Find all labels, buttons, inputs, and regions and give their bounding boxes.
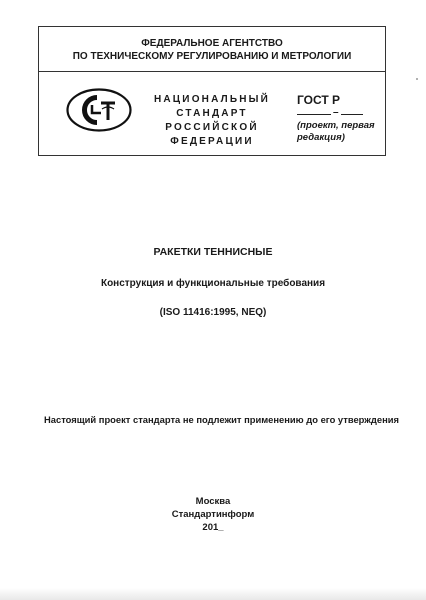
agency-name-line1: ФЕДЕРАЛЬНОЕ АГЕНТСТВО [141,38,283,49]
agency-name-line2: ПО ТЕХНИЧЕСКОМУ РЕГУЛИРОВАНИЮ И МЕТРОЛОГИИ [72,51,352,62]
imprint [0,495,426,534]
title-frame [38,26,386,156]
document-title: РАКЕТКИ ТЕННИСНЫЕ [153,246,273,258]
document-reference: (ISO 11416:1995, NEQ) [159,307,267,318]
draft-note [297,120,382,144]
number-blank-line-1 [297,114,331,115]
nat-std-line3: РОССИЙСКОЙ [165,122,259,133]
frame-divider [39,71,385,72]
national-standard-label [147,93,277,149]
imprint-year: 201_ [202,522,224,533]
number-blank-line-2 [341,114,363,115]
nat-std-line4: ФЕДЕРАЦИИ [170,136,254,147]
scan-speck [416,78,418,80]
gost-r-logo-icon [66,88,132,132]
nat-std-line1: НАЦИОНАЛЬНЫЙ [153,94,271,105]
scan-bottom-edge [0,588,426,600]
draft-note-line2: редакция) [297,132,345,143]
number-dash: – [333,107,339,118]
imprint-publisher: Стандартинформ [171,509,255,520]
gost-title: ГОСТ Р [297,93,341,107]
imprint-city: Москва [195,496,231,507]
draft-note-line1: (проект, первая [297,120,375,131]
document-subtitle: Конструкция и функциональные требования [100,278,326,289]
nat-std-line2: СТАНДАРТ [176,108,248,119]
gost-number-blank [297,108,382,118]
agency-header [39,37,385,63]
gost-designation [297,93,382,144]
draft-notice: Настоящий проект стандарта не подлежит применению до его утверждения [44,414,399,425]
